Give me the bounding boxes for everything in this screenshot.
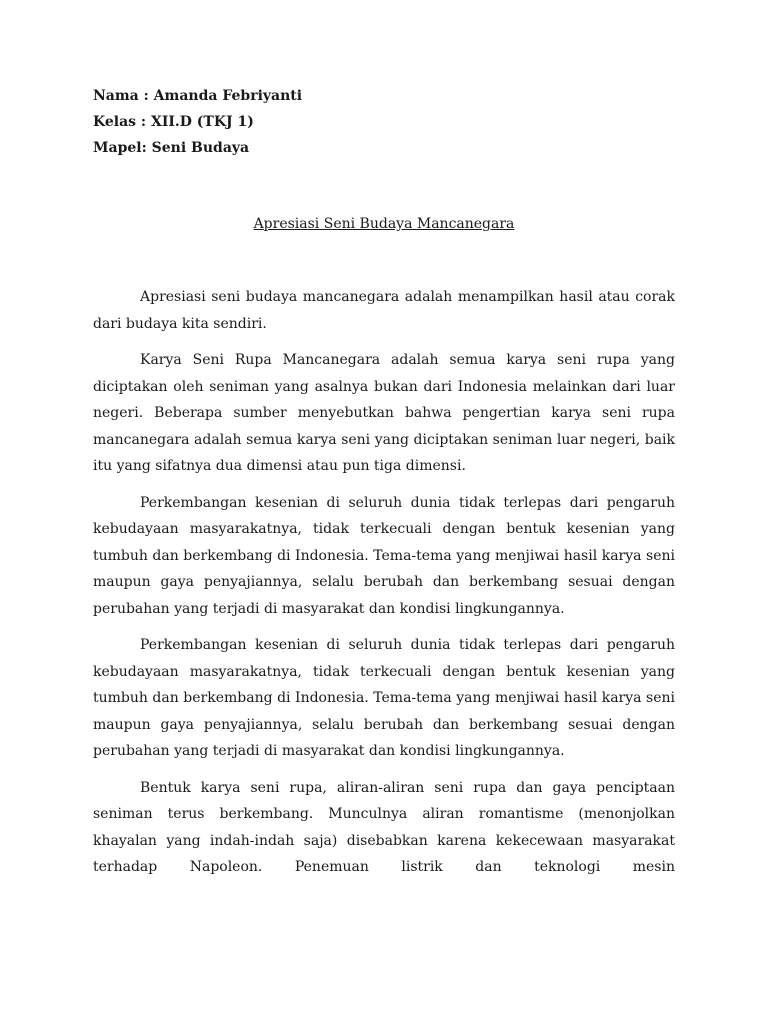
paragraph: Bentuk karya seni rupa, aliran-aliran seni rupa dan gaya penciptaan seniman terus berkembang. Munculnya aliran romantisme (menonjolkan khayalan yang indah-indah saja) disebabkan karena kekecewaan masyarakat terhadap Napoleon. Penemuan listrik dan teknologi mesin <box>93 779 675 875</box>
paragraph: Perkembangan kesenian di seluruh dunia tidak terlepas dari pengaruh kebudayaan masyarakatnya, tidak terkecuali dengan bentuk kesenian yang tumbuh dan berkembang di Indonesia. Tema-tema yang menjiwai hasil karya seni maupun gaya penyajiannya, selalu berubah dan berkembang sesuai dengan perubahan yang terjadi di masyarakat dan kondisi lingkungannya. <box>93 637 675 759</box>
paragraph: Apresiasi seni budaya mancanegara adalah menampilkan hasil atau corak dari budaya kita sendiri. <box>93 289 675 332</box>
student-name: Nama : Amanda Febriyanti <box>93 88 303 104</box>
document-title: Apresiasi Seni Budaya Mancanegara <box>253 216 515 232</box>
student-class: Kelas : XII.D (TKJ 1) <box>93 114 254 130</box>
document-body <box>93 284 675 881</box>
paragraph: Karya Seni Rupa Mancanegara adalah semua karya seni rupa yang diciptakan oleh seniman yang asalnya bukan dari Indonesia melainkan dari luar negeri. Beberapa sumber menyebutkan bahwa pengertian karya seni rupa mancanegara adalah semua karya seni yang diciptakan seniman luar negeri, baik itu yang sifatnya dua dimensi atau pun tiga dimensi. <box>93 352 675 474</box>
subject-name: Mapel: Seni Budaya <box>93 140 250 156</box>
paragraph: Perkembangan kesenian di seluruh dunia tidak terlepas dari pengaruh kebudayaan masyarakatnya, tidak terkecuali dengan bentuk kesenian yang tumbuh dan berkembang di Indonesia. Tema-tema yang menjiwai hasil karya seni maupun gaya penyajiannya, selalu berubah dan berkembang sesuai dengan perubahan yang terjadi di masyarakat dan kondisi lingkungannya. <box>93 494 675 617</box>
student-info <box>93 86 302 164</box>
